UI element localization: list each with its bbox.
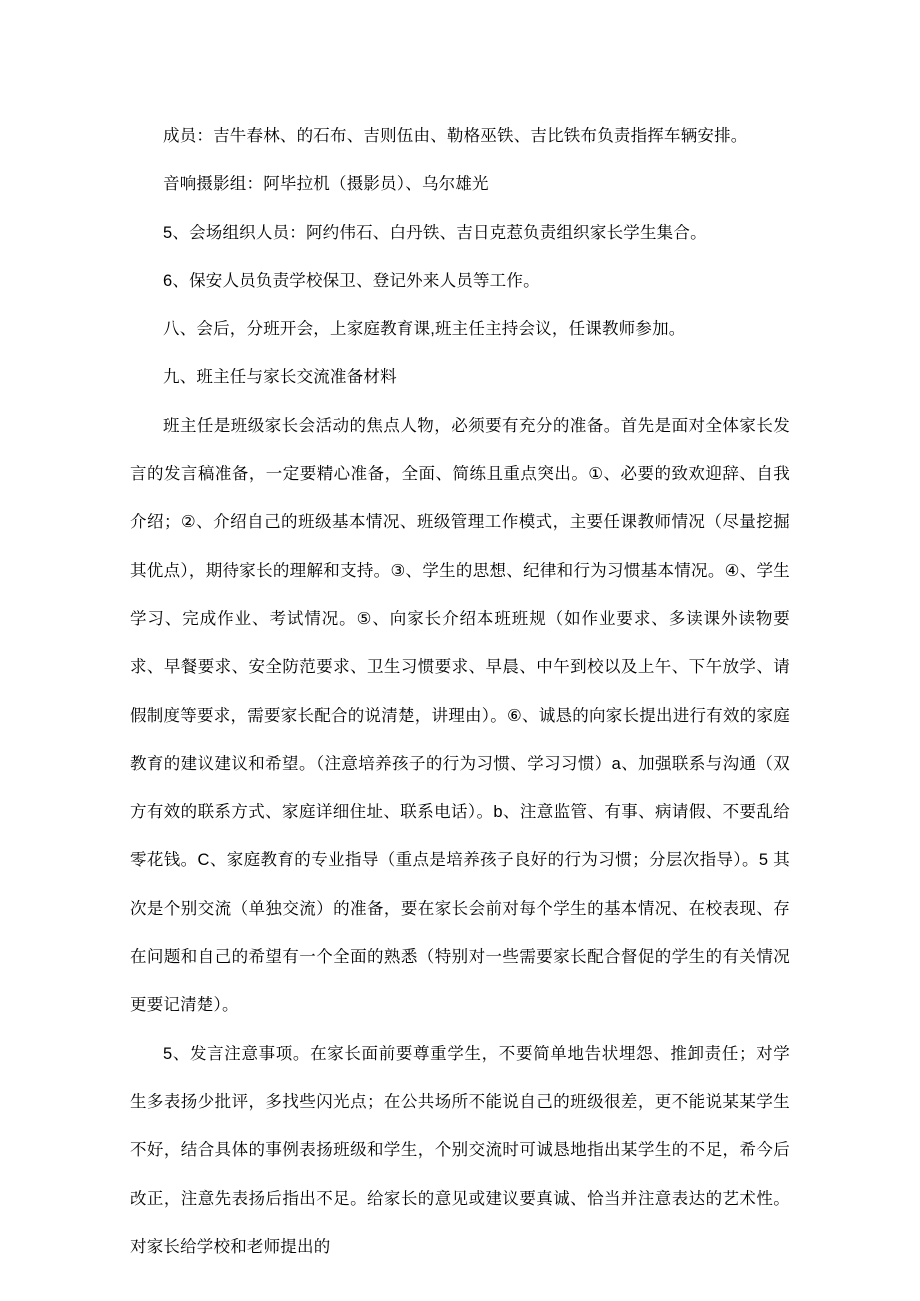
paragraph-section-9-heading: 九、班主任与家长交流准备材料 [163,368,397,387]
paragraph-item-5-venue-staff: 5、会场组织人员：阿约伟石、白丹铁、吉日克惹负责组织家长学生集合。 [163,223,707,242]
document-body [130,112,790,1271]
paragraph-members: 成员：吉牛春林、的石布、吉则伍由、勒格巫铁、吉比铁布负责指挥车辆安排。 [163,127,748,145]
paragraph-audio-photo-group: 音响摄影组：阿毕拉机（摄影员）、乌尔雄光 [163,175,489,194]
paragraph-item-6-security: 6、保安人员负责学校保卫、登记外来人员等工作。 [163,271,540,290]
paragraph-speech-notes: 5、发言注意事项。在家长面前要尊重学生，不要简单地告状埋怨、推卸责任；对学生多表扬少批评，多找些闪光点；在公共场所不能说自己的班级很差，更不能说某某学生不好，结合具体的事例表扬班级和学生，个别交流时可诚恳地指出某学生的不足，希今后改正，注意先表扬后指出不足。给家长的意见或建议要真诚、恰当并注意表达的艺术性。对家长给学校和老师提出的 [130,1044,790,1256]
paragraph-teacher-preparation: 班主任是班级家长会活动的焦点人物，必须要有充分的准备。首先是面对全体家长发言的发言稿准备，一定要精心准备，全面、简练且重点突出。①、必要的致欢迎辞、自我介绍；②、介绍自己的班级基本情况、班级管理工作模式，主要任课教师情况（尽量挖掘其优点），期待家长的理解和支持。③、学生的思想、纪律和行为习惯基本情况。④、学生学习、完成作业、考试情况。⑤、向家长介绍本班班规（如作业要求、多读课外读物要求、早餐要求、安全防范要求、卫生习惯要求、早晨、中午到校以及上午、下午放学、请假制度等要求，需要家长配合的说清楚，讲理由）。⑥、诚恳的向家长提出进行有效的家庭教育的建议建议和希望。（注意培养孩子的行为习惯、学习习惯）a、加强联系与沟通（双方有效的联系方式、家庭详细住址、联系电话）。b、注意监管、有事、病请假、不要乱给零花钱。C、家庭教育的专业指导（重点是培养孩子良好的行为习惯；分层次指导）。5 其次是个别交流（单独交流）的准备，要在家长会前对每个学生的基本情况、在校表现、存在问题和自己的希望有一个全面的熟悉（特别对一些需要家长配合督促的学生的有关情况更要记清楚）。 [130,416,790,1015]
paragraph-section-8-after-meeting: 八、会后，分班开会，上家庭教育课,班主任主持会议，任课教师参加。 [163,320,686,339]
